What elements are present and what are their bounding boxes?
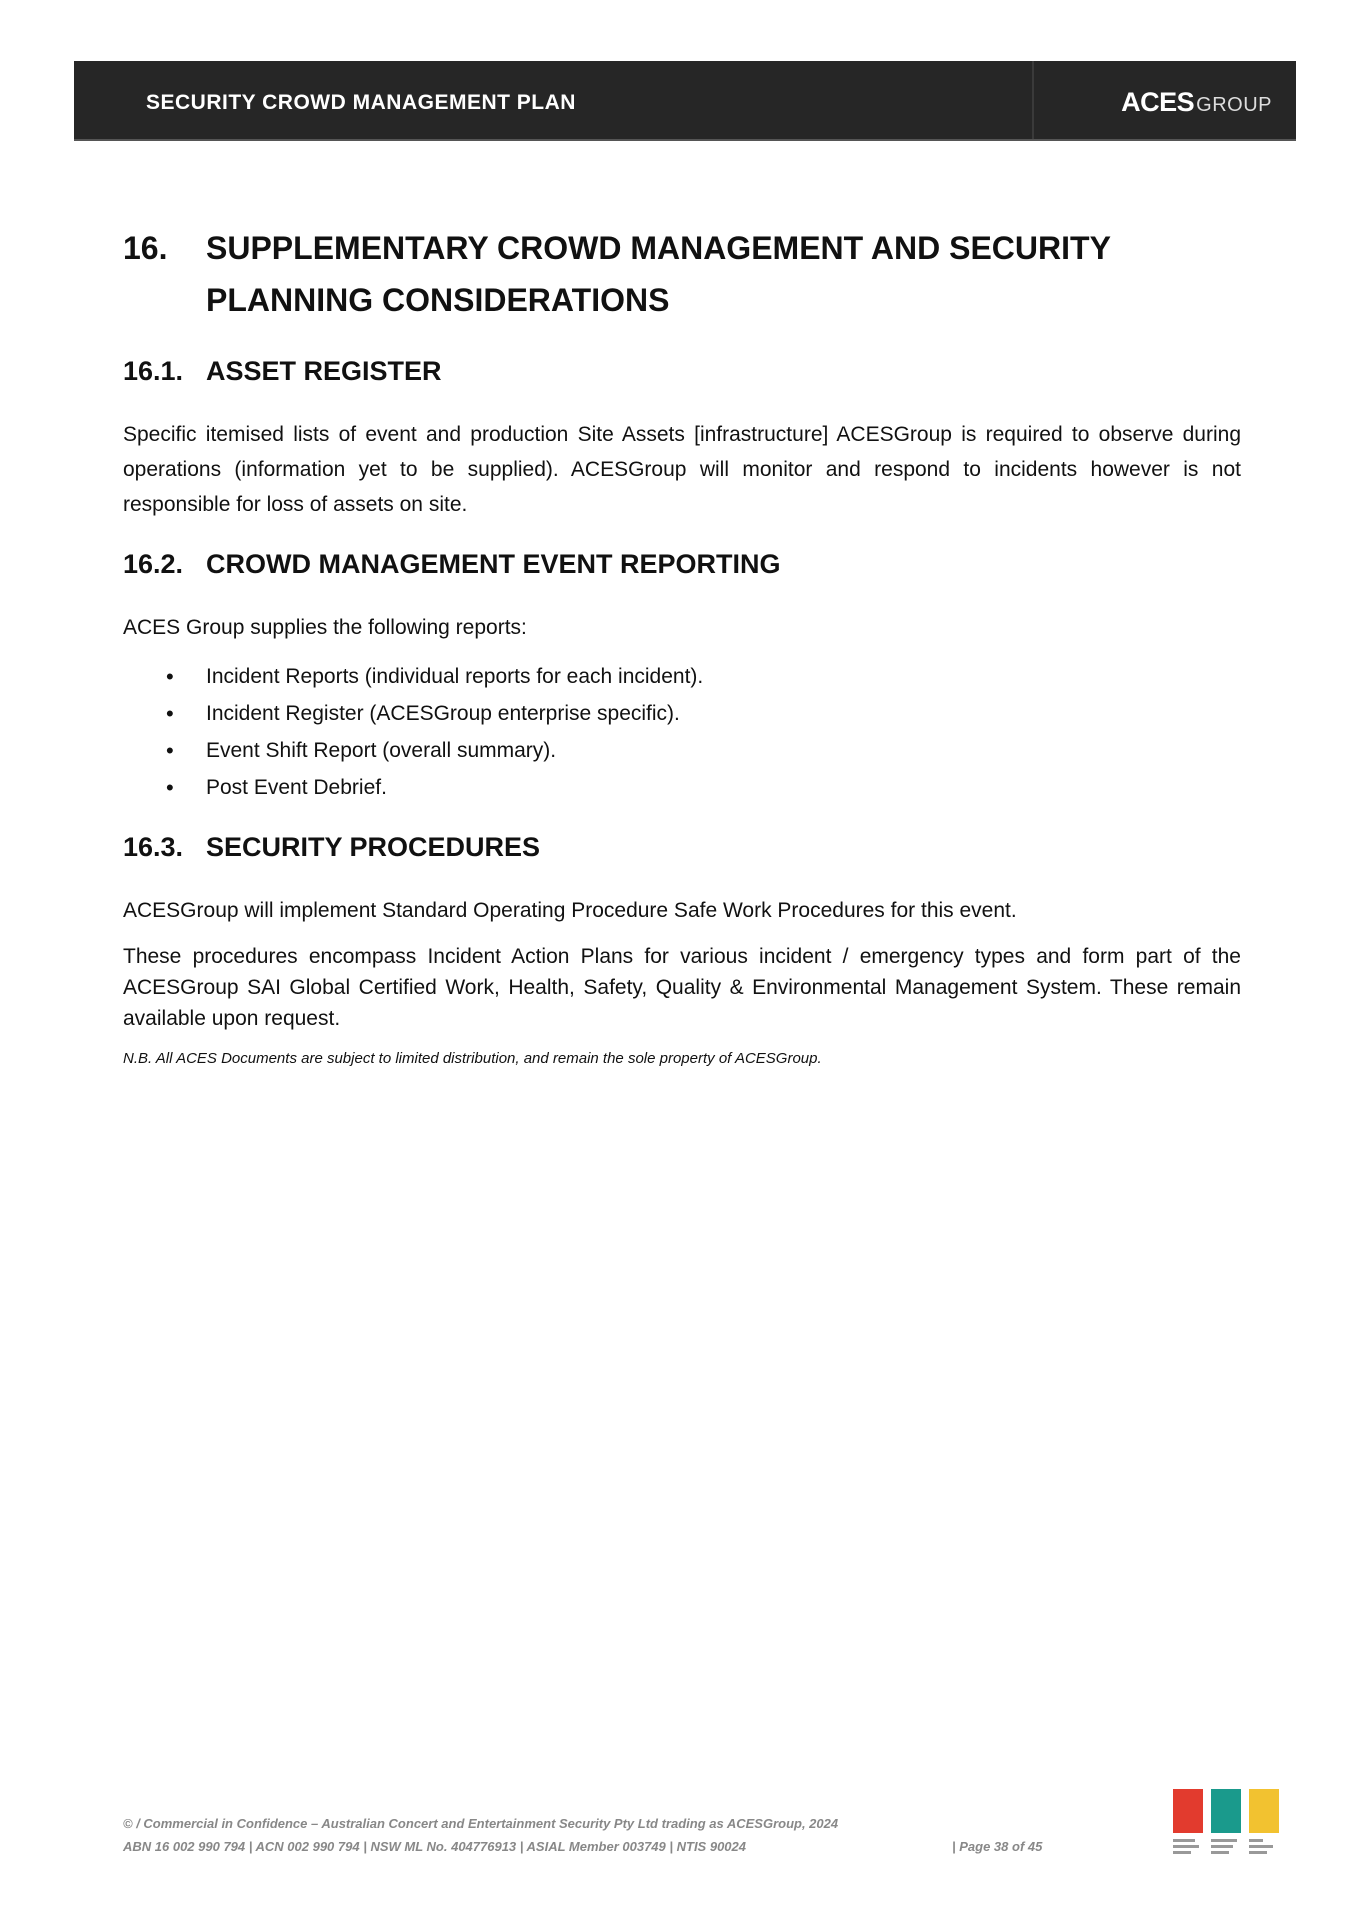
section-16-number: 16. [123,230,168,266]
section-16-1-title: ASSET REGISTER [206,356,442,386]
section-16-2-number: 16.2. [123,549,184,579]
section-16-heading [123,222,1223,326]
section-16-3-number: 16.3. [123,832,184,862]
list-item: • Post Event Debrief. [123,769,703,806]
section-16-title-line2: PLANNING CONSIDERATIONS [206,282,670,318]
section-16-3-title: SECURITY PROCEDURES [206,832,541,862]
logo-light-text: GROUP [1196,94,1272,116]
reports-list [123,658,703,806]
section-16-1-heading [123,356,442,387]
section-16-2-heading [123,549,781,580]
list-item: • Event Shift Report (overall summary). [123,732,703,769]
certification-logos [1173,1789,1281,1857]
page-number: | Page 38 of 45 [952,1839,1043,1854]
quality-cert-icon [1173,1789,1203,1833]
environment-cert-icon [1211,1789,1241,1833]
header-divider [1032,61,1034,139]
asset-register-text: Specific itemised lists of event and production Site Assets [infrastructure] ACESGroup is required to observe during operations (information yet to be supplied). ACESGroup will monitor and respond to incidents however is not responsible for loss of assets on site. [123,423,1241,516]
header-title: SECURITY CROWD MANAGEMENT PLAN [146,91,576,114]
section-16-2-title: CROWD MANAGEMENT EVENT REPORTING [206,549,781,579]
section-16-3-heading [123,832,540,863]
section-16-1-number: 16.1. [123,356,184,386]
section-16-title-line1: SUPPLEMENTARY CROWD MANAGEMENT AND SECURITY [206,230,1111,266]
distribution-note: N.B. All ACES Documents are subject to limited distribution, and remain the sole property of ACESGroup. [123,1050,822,1067]
footer-copyright: © / Commercial in Confidence – Australian Concert and Entertainment Security Pty Ltd trading as ACESGroup, 2024 [123,1816,839,1831]
list-item: • Incident Register (ACESGroup enterprise specific). [123,695,703,732]
security-procedures-text: ACESGroup will implement Standard Operating Procedure Safe Work Procedures for this event. [123,899,1017,922]
aces-group-logo [1121,87,1272,118]
procedures-detail-text: These procedures encompass Incident Action Plans for various incident / emergency types and form part of the ACESGroup SAI Global Certified Work, Health, Safety, Quality & Environmental Management System. These remain available upon request. [123,945,1241,1030]
reporting-intro-text: ACES Group supplies the following reports: [123,616,527,639]
page-header [74,61,1296,141]
ohs-cert-icon [1249,1789,1279,1833]
logo-bold-text: ACES [1121,87,1195,117]
cert-caption-marks [1173,1839,1273,1854]
footer-registration: ABN 16 002 990 794 | ACN 002 990 794 | NSW ML No. 404776913 | ASIAL Member 003749 | NTIS 90024 [123,1839,746,1854]
list-item: • Incident Reports (individual reports for each incident). [123,658,703,695]
